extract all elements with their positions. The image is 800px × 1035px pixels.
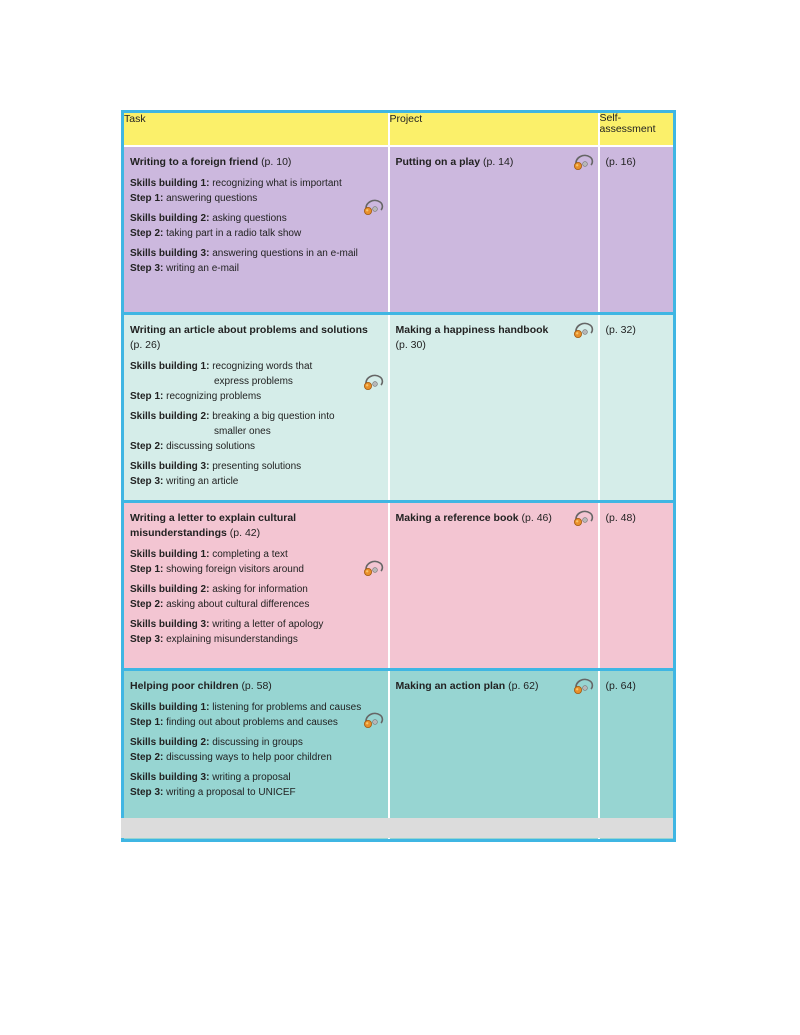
task-page: (p. 42) [229,527,261,539]
project-cell [389,670,599,841]
headphones-icon[interactable] [572,508,594,528]
skills-line: Skills building 3: writing a proposal [130,772,291,783]
project-title-text: Making an action plan [395,680,506,692]
header-self-line2: assessment [599,123,656,135]
self-assessment-cell [599,314,675,502]
task-title [130,155,382,170]
task-title [130,511,382,541]
self-assessment-page: (p. 16) [605,156,636,168]
footer-strip [121,818,673,838]
task-title [130,679,382,694]
project-title-text: Making a happiness handbook [395,324,549,336]
task-page: (p. 26) [130,339,161,351]
project-page: (p. 62) [508,680,539,692]
skills-group-3 [130,617,382,647]
task-title [130,323,382,353]
step-line: Step 1: recognizing problems [130,391,262,402]
step-line: Step 2: taking part in a radio talk show [130,228,302,239]
project-title [396,323,592,353]
skills-line: Skills building 2: asking for information [130,584,308,595]
task-page: (p. 10) [261,156,292,168]
skills-line: Skills building 1: listening for problems and causes [130,702,362,713]
skills-line-continued: express problems [214,376,293,387]
skills-line: Skills building 1: completing a text [130,549,288,560]
skills-line: Skills building 3: presenting solutions [130,461,302,472]
task-cell [123,314,389,502]
project-title-text: Putting on a play [395,156,481,168]
skills-group-1 [130,359,382,404]
skills-line: Skills building 1: recognizing what is important [130,178,342,189]
task-title-text: Writing to a foreign friend [130,156,259,168]
project-page: (p. 30) [395,339,426,351]
task-cell [123,146,389,314]
skills-line: Skills building 3: writing a letter of apology [130,619,324,630]
skills-group-2 [130,211,382,241]
project-cell [389,146,599,314]
skills-group-3 [130,459,382,489]
project-title-text: Making a reference book [395,512,519,524]
skills-line-continued: smaller ones [214,426,271,437]
self-assessment-cell [599,146,675,314]
step-line: Step 1: finding out about problems and causes [130,717,338,728]
step-line: Step 3: writing an e-mail [130,263,239,274]
headphones-icon[interactable] [572,320,594,340]
headphones-icon[interactable] [362,197,384,217]
skills-group-2 [130,409,382,454]
project-title [396,679,592,694]
project-title [396,155,592,170]
skills-group-3 [130,246,382,276]
self-assessment-cell [599,502,675,670]
skills-line: Skills building 1: recognizing words that [130,361,313,372]
skills-group-1 [130,700,382,730]
unit-row-3 [123,502,675,670]
step-line: Step 3: writing an article [130,476,239,487]
units-overview-table [121,110,676,842]
step-line: Step 2: discussing solutions [130,441,256,452]
unit-row-1 [123,146,675,314]
self-assessment-page: (p. 48) [605,512,636,524]
task-title-text: Helping poor children [130,680,239,692]
task-cell [123,502,389,670]
header-task: Task [123,112,389,147]
unit-row-2 [123,314,675,502]
step-line: Step 3: writing a proposal to UNICEF [130,787,296,798]
step-line: Step 2: discussing ways to help poor children [130,752,332,763]
header-self-assessment [599,112,675,147]
overview-sheet [121,110,673,842]
skills-group-2 [130,582,382,612]
skills-group-3 [130,770,382,800]
skills-line: Skills building 2: asking questions [130,213,287,224]
project-page: (p. 46) [521,512,552,524]
skills-line: Skills building 3: answering questions in an e-mail [130,248,358,259]
skills-line: Skills building 2: breaking a big question into [130,411,335,422]
header-project: Project [389,112,599,147]
self-assessment-cell [599,670,675,841]
skills-line: Skills building 2: discussing in groups [130,737,303,748]
skills-group-1 [130,176,382,206]
skills-group-2 [130,735,382,765]
step-line: Step 1: answering questions [130,193,258,204]
task-title-text: Writing an article about problems and solutions [130,324,368,336]
unit-row-4 [123,670,675,841]
project-cell [389,314,599,502]
step-line: Step 2: asking about cultural differences [130,599,310,610]
skills-group-1 [130,547,382,577]
project-title [396,511,592,526]
headphones-icon[interactable] [362,558,384,578]
self-assessment-page: (p. 32) [605,324,636,336]
header-self-line1: Self- [599,112,622,124]
task-cell [123,670,389,841]
task-page: (p. 58) [241,680,272,692]
headphones-icon[interactable] [572,676,594,696]
header-row [123,112,675,147]
project-cell [389,502,599,670]
headphones-icon[interactable] [362,710,384,730]
step-line: Step 1: showing foreign visitors around [130,564,304,575]
headphones-icon[interactable] [362,372,384,392]
step-line: Step 3: explaining misunderstandings [130,634,298,645]
headphones-icon[interactable] [572,152,594,172]
self-assessment-page: (p. 64) [605,680,636,692]
task-title-text: Writing a letter to explain cultural misunderstandings [130,512,297,539]
project-page: (p. 14) [483,156,514,168]
